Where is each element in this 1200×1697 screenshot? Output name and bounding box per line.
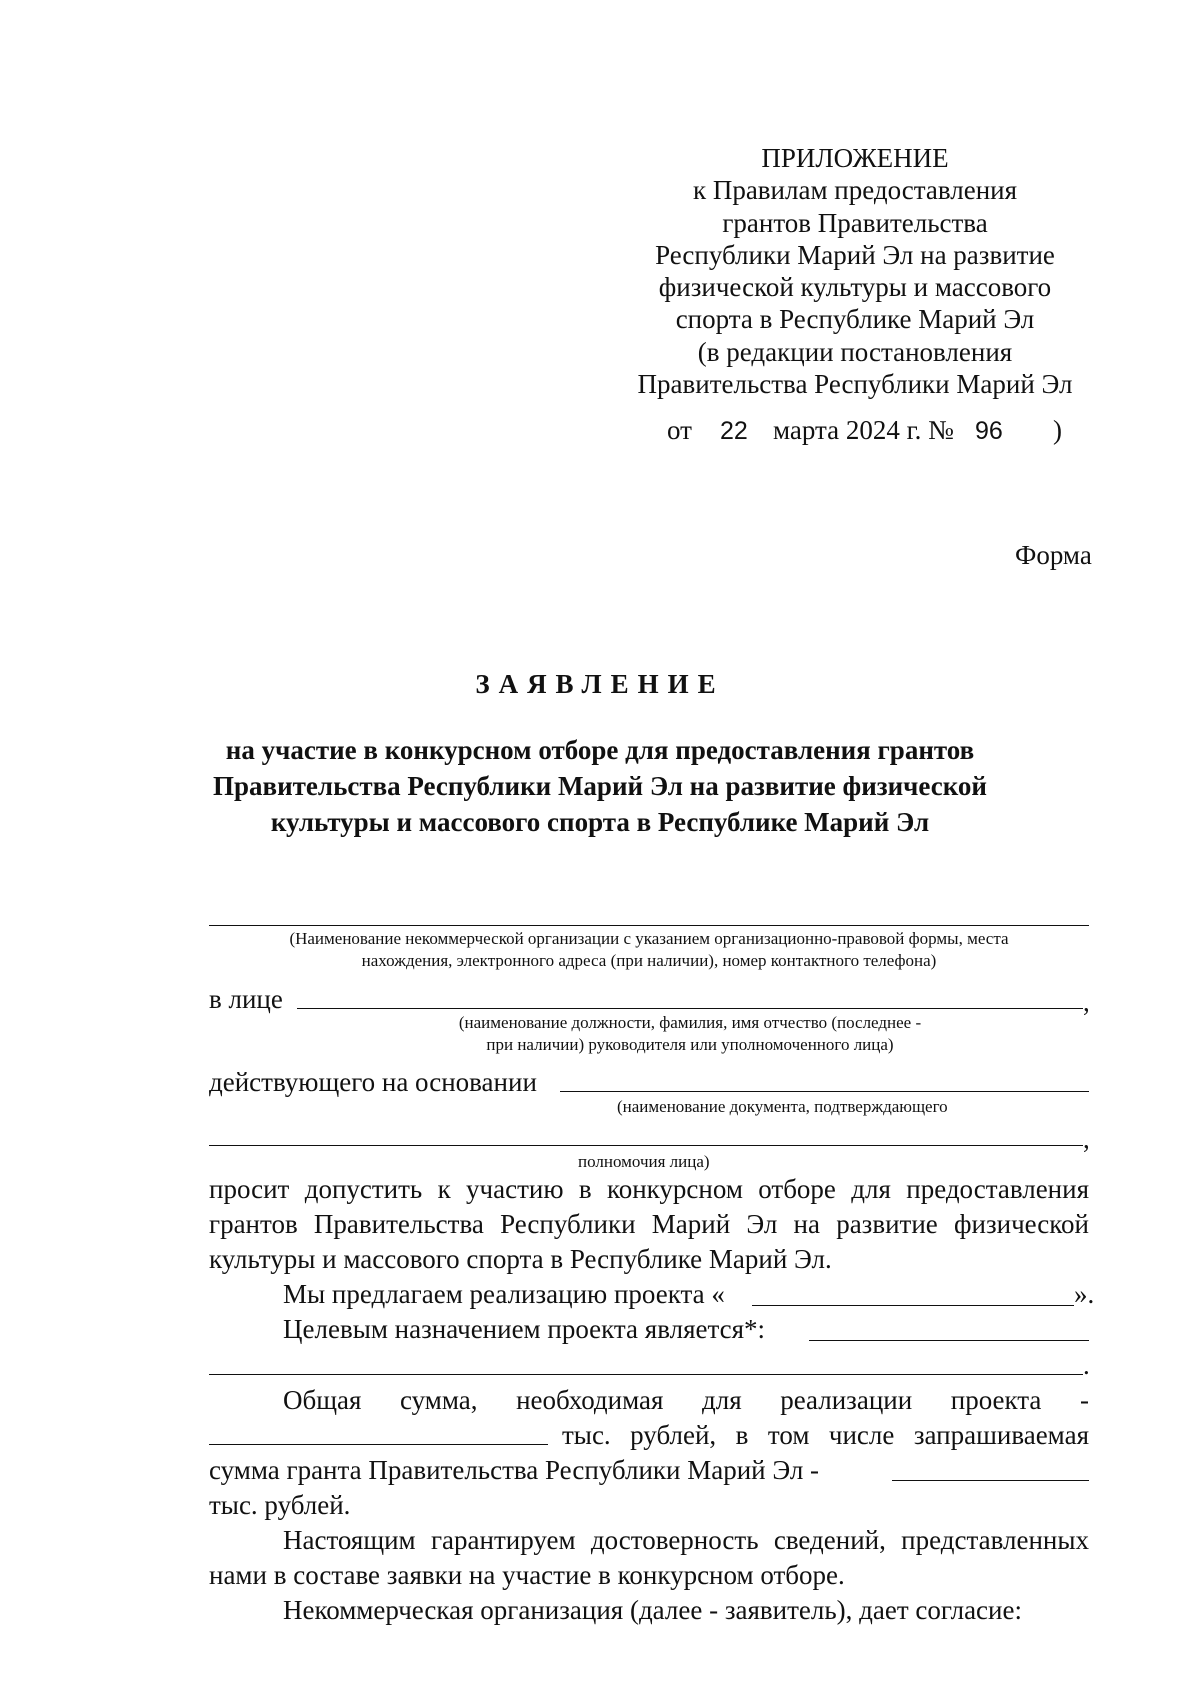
- appendix-line: спорта в Республике Марий Эл: [675, 304, 1035, 335]
- project-prefix: Мы предлагаем реализацию проекта «: [283, 1279, 725, 1309]
- person-caption: [297, 1012, 1083, 1056]
- representative-field[interactable]: [297, 1008, 1083, 1009]
- caption-line: (наименование должности, фамилия, имя отчество (последнее -: [458, 1013, 922, 1032]
- total-word: сумма,: [400, 1385, 478, 1415]
- appendix-line: Правительства Республики Марий Эл: [637, 369, 1073, 400]
- org-caption: [209, 928, 1089, 972]
- thousand-rub: тыс. рублей.: [209, 1490, 351, 1520]
- subtitle-line: Правительства Республики Марий Эл на развитие физической: [213, 771, 987, 801]
- appendix-date-close: ): [1053, 415, 1062, 445]
- grant-line: сумма гранта Правительства Республики Марий Эл -: [209, 1455, 820, 1485]
- total-word: Общая: [283, 1385, 362, 1415]
- appendix-date-prefix: от: [667, 415, 692, 445]
- comma-mark: ,: [1083, 987, 1090, 1017]
- appendix-line: Республики Марий Эл на развитие: [655, 239, 1055, 270]
- period-mark: .: [1083, 1350, 1090, 1380]
- total-word: -: [1079, 1385, 1089, 1415]
- document-subtitle: [0, 732, 1200, 840]
- form-label: Форма: [1015, 540, 1092, 570]
- caption-line: нахождения, электронного адреса (при наличии), номер контактного телефона): [361, 951, 937, 970]
- appendix-date-day: 22: [720, 417, 748, 445]
- purpose-field[interactable]: [809, 1340, 1089, 1341]
- guarantee-line-2: нами в составе заявки на участие в конкурсном отборе.: [209, 1560, 845, 1590]
- basis-document-field-2[interactable]: [209, 1145, 1083, 1146]
- purpose-label: Целевым назначением проекта является*:: [283, 1314, 766, 1344]
- total-word: проекта: [950, 1385, 1042, 1415]
- grant-amount-field[interactable]: [892, 1480, 1089, 1481]
- caption-line: (Наименование некоммерческой организации с указанием организационно-правовой формы, места: [289, 929, 1009, 948]
- consent-line: Некоммерческая организация (далее - заявитель), дает согласие:: [283, 1595, 1022, 1625]
- subtitle-line: на участие в конкурсном отборе для предоставления грантов: [225, 735, 975, 765]
- total-line-2: тыс. рублей, в том числе запрашиваемая: [562, 1420, 1089, 1450]
- guarantee-line-1: Настоящим гарантируем достоверность сведений, представленных: [283, 1525, 1089, 1555]
- purpose-field-2[interactable]: [209, 1374, 1083, 1375]
- total-word: для: [702, 1385, 742, 1415]
- appendix-date-rest: марта 2024 г. №: [773, 415, 954, 445]
- basis-caption-1: (наименование документа, подтверждающего: [617, 1097, 948, 1116]
- comma-mark-2: ,: [1083, 1124, 1090, 1154]
- subtitle-line: культуры и массового спорта в Республике Марий Эл: [270, 807, 930, 837]
- total-amount-line: [283, 1383, 1089, 1417]
- appendix-title: ПРИЛОЖЕНИЕ: [761, 143, 949, 173]
- appendix-block: [620, 142, 1090, 400]
- appendix-line: физической культуры и массового: [658, 272, 1052, 303]
- request-line: культуры и массового спорта в Республике Марий Эл.: [209, 1244, 832, 1274]
- in-person-label: в лице: [209, 984, 283, 1014]
- project-suffix: ».: [1074, 1279, 1095, 1309]
- appendix-line: грантов Правительства: [722, 207, 988, 238]
- basis-label: действующего на основании: [209, 1067, 537, 1097]
- total-word: необходимая: [516, 1385, 664, 1415]
- basis-document-field[interactable]: [560, 1091, 1089, 1092]
- request-line: просит допустить к участию в конкурсном отборе для предоставления: [209, 1174, 1089, 1204]
- org-name-field[interactable]: [209, 925, 1089, 926]
- request-line: грантов Правительства Республики Марий Эл на развитие физической: [209, 1209, 1089, 1239]
- total-word: реализации: [780, 1385, 913, 1415]
- document-title: ЗАЯВЛЕНИЕ: [475, 669, 725, 699]
- appendix-line: (в редакции постановления: [697, 336, 1013, 367]
- total-amount-field[interactable]: [209, 1444, 548, 1445]
- appendix-doc-number: 96: [975, 417, 1003, 445]
- appendix-line: к Правилам предоставления: [692, 175, 1018, 206]
- caption-line: при наличии) руководителя или уполномоченного лица): [486, 1035, 894, 1054]
- project-name-field[interactable]: [752, 1305, 1074, 1306]
- basis-caption-2: полномочия лица): [578, 1152, 710, 1171]
